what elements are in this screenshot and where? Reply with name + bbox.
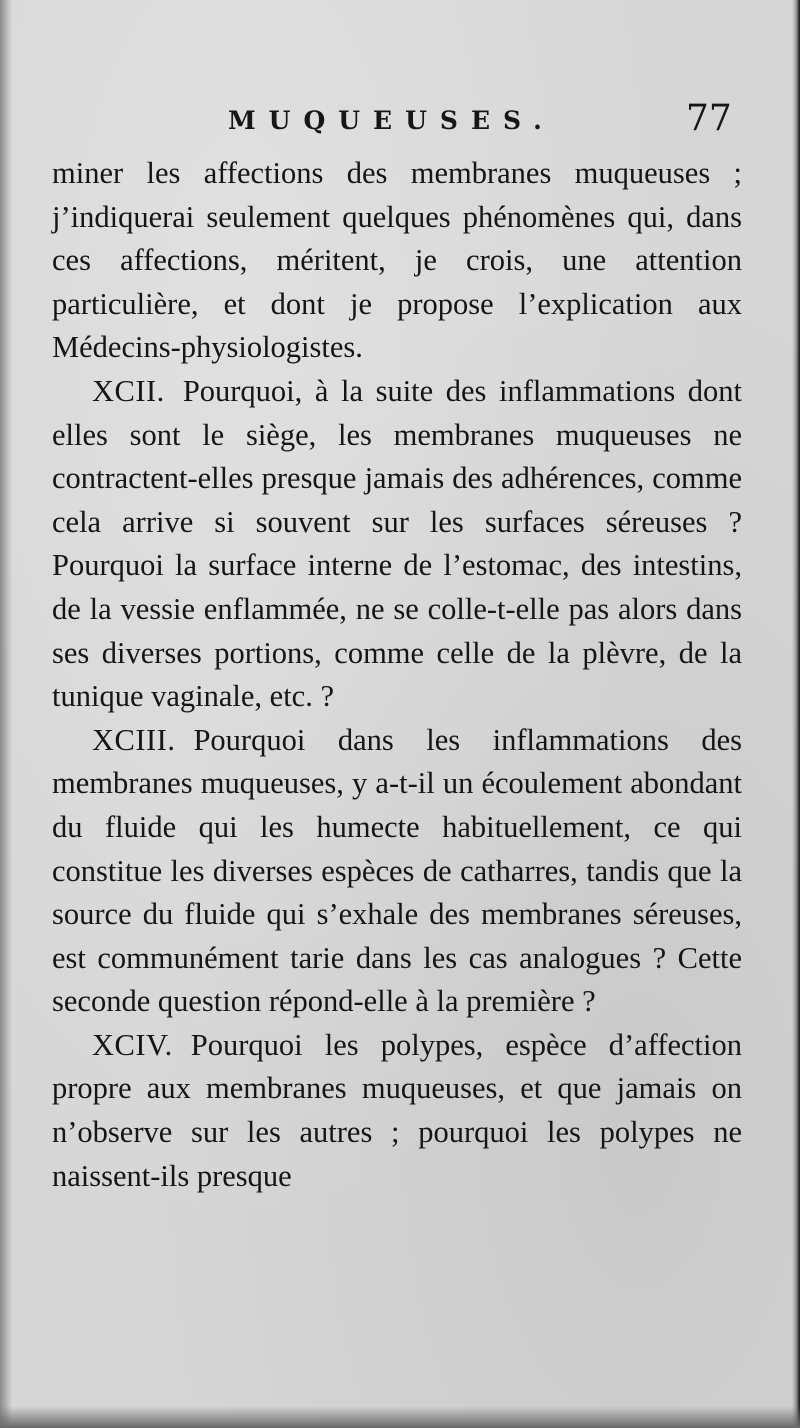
paragraph-xciv — [52, 1024, 742, 1198]
paragraph-text: Pourquoi dans les inflammations des membranes muqueuses, y a-t-il un écoulement abondant du fluide qui les humecte habituellement, ce qui constitue les diverses espèces de catharres, tandis que la source du fluide qui s’exhale des membranes séreuses, est communément tarie dans les cas analogues ? Cette seconde question répond-elle à la première ? — [52, 722, 742, 1019]
section-number: XCII. — [92, 373, 165, 408]
paragraph-continuation — [52, 152, 742, 370]
paragraph-xcii — [52, 370, 742, 719]
page-shadow-bottom — [0, 1406, 800, 1428]
page-number: 77 — [686, 98, 732, 139]
paragraph-text: Pourquoi, à la suite des inflammations dont elles sont le siège, les membranes muqueuses ne contractent-elles presque jamais des adhérences, comme cela arrive si souvent sur les surfaces séreuses ? Pourquoi la surface interne de l’estomac, des intestins, de la vessie enflammée, ne se colle-t-elle pas alors dans ses diverses portions, comme celle de la plèvre, de la tunique vaginale, etc. ? — [52, 373, 742, 714]
running-head: MUQUEUSES. — [228, 106, 555, 135]
paragraph-text: miner les affections des membranes muqueuses ; j’indiquerai seulement quelques phénomènes qui, dans ces affections, méritent, je crois, une attention particulière, et dont je propose l’explication aux Médecins-physiologistes. — [52, 156, 742, 365]
page-shadow-right — [792, 0, 800, 1428]
page-shadow-left — [0, 0, 12, 1428]
paragraph-text: Pourquoi les polypes, espèce d’affection propre aux membranes muqueuses, et que jamais on n’observe sur les autres ; pourquoi les polypes ne naissent-ils presque — [52, 1027, 742, 1193]
paragraph-xciii — [52, 719, 742, 1024]
section-number: XCIV. — [92, 1027, 173, 1062]
body-text — [52, 152, 742, 1198]
section-number: XCIII. — [92, 722, 176, 757]
page-header — [0, 100, 800, 150]
